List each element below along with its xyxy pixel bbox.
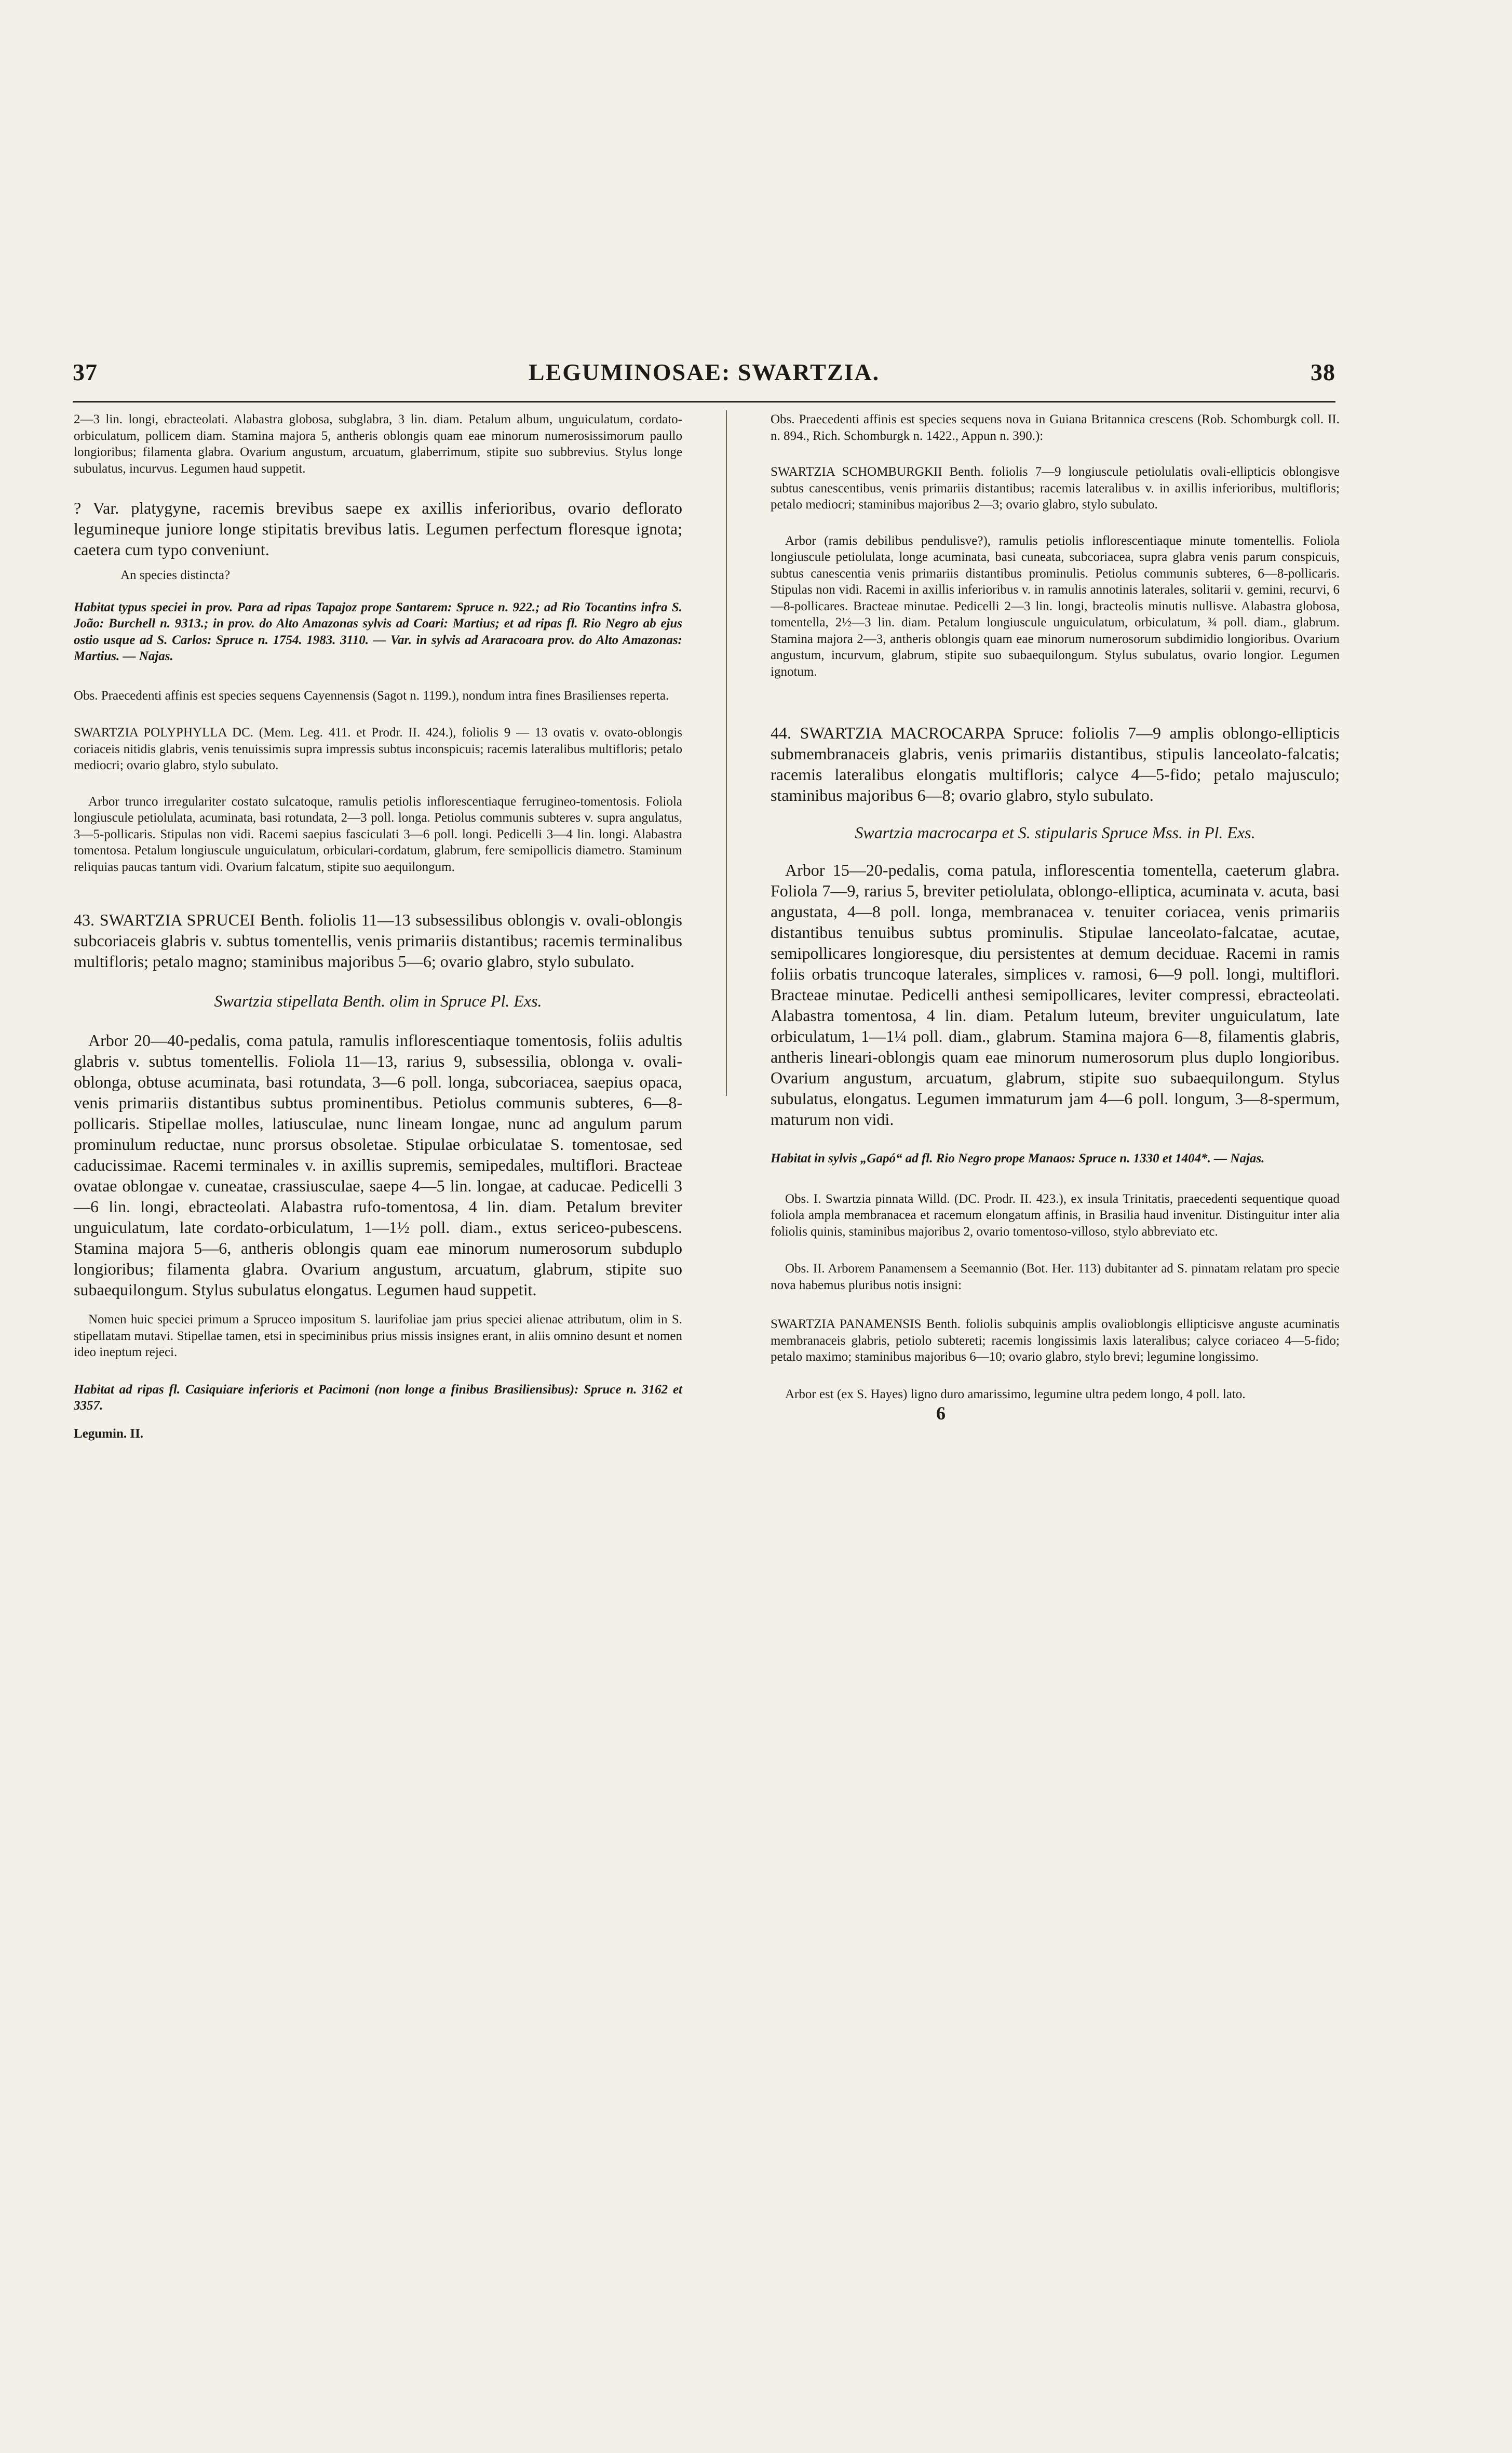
signature-number: 6 (936, 1403, 946, 1424)
habitat-paragraph: Habitat typus speciei in prov. Para ad ripas Tapajoz prope Santarem: Spruce n. 922.; ad Rio Tocantins infra S. João: Burchell n. 9313.; in prov. do Alto Amazonas sylvis ad Coari: Martius; et ad ripas fl. Rio Negro ab ejus ostio usque ad S. Carlos: Spruce n. 1754. 1983. 3110. — Var. in sylvis ad Araracoara prov. do Alto Amazonas: Martius. — Najas. (74, 600, 682, 663)
species-macrocarpa-diagnosis: 44. SWARTZIA MACROCARPA Spruce: foliolis 7—9 amplis oblongo-ellipticis submembranaceis glabris, venis primariis distantibus, stipulis lanceolato-falcatis; racemis lateralibus elongatis multifloris; calyce 4—5-fido; petalo majusculo; staminibus majoribus 6—8; ovario glabro, stylo subulato. (771, 723, 1340, 805)
distinct-species-question: An species distincta? (120, 568, 231, 582)
species-sprucei-description: Arbor 20—40-pedalis, coma patula, ramulis inflorescentiaque tomentosis, foliis adultis glabris v. subtus tomentellis. Foliola 11—13, rarius 9, subsessilia, oblonga v. ovali-oblonga, obtuse acuminata, basi rotundata, 3—6 poll. longa, subcoriacea, saepius opaca, venis primariis distantibus subtus prominentibus. Petiolus communis subteres, 6—8-pollicaris. Stipellae molles, latiusculae, nunc lineam longae, nunc ad angulum parum prominulum reductae, nunc prorsus obsoletae. Stipulae orbiculatae S. tomentosae, sed caducissimae. Racemi terminales v. in axillis supremis, semipedales, multiflori. Bracteae ovatae oblongae v. cuneatae, crassiusculae, saepe 4—5 lin. longae, at caducae. Pedicelli 3—6 lin. longi, ebracteolati. Alabastra rufo-tomentosa, 4 lin. diam. Petalum breviter unguiculatum, late cordato-orbiculatum, 1—1½ poll. diam., extus sericeo-pubescens. Stamina majora 5—6, antheris oblongis quam eae minorum numerosorum subduplo longioribus; filamenta glabra. Ovarium angustum, arcuatum, glabrum, stipite suo subaequilongum. Stylus subulatus elongatus. Legumen haud suppetit. (74, 1031, 682, 1299)
left-column (74, 411, 682, 1442)
running-header (73, 358, 1335, 395)
page-number-left: 37 (73, 359, 98, 385)
observation-two: Obs. II. Arborem Panamensem a Seemannio (Bot. Her. 113) dubitanter ad S. pinnatam relatam pro specie nova habemus pluribus notis insigni: (771, 1262, 1340, 1292)
panamensis-note: Arbor est (ex S. Hayes) ligno duro amarissimo, legumine ultra pedem longo, 4 poll. lato. (785, 1387, 1246, 1401)
species-schomburgkii-description: Arbor (ramis debilibus pendulisve?), ramulis petiolis inflorescentiaque minute tomentellis. Foliola longiuscule petiolulata, longe acuminata, basi cuneata, subcoriacea, supra glabra venis parum conspicuis, subtus canescentia venis primariis distantibus prominulis. Petiolus communis subteres, 6—8-pollicaris. Stipulas non vidi. Racemi in axillis inferioribus v. in ramulis annotinis laterales, solitarii v. gemini, recurvi, 6—8-pollicares. Bracteae minutae. Pedicelli 2—3 lin. longi, bracteolis minutis nullisve. Alabastra globosa, tomentella, 2½—3 lin. diam. Petalum longiuscule unguiculatum, orbiculatum, ¾ poll. diam., glabrum. Stamina majora 2—3, antheris oblongis quam eae minorum numerosorum subdimidio longioribus. Ovarium angustum, incurvum, glabrum, stipite suo subaequilongum. Stylus subulatus, ovario longior. Legumen ignotum. (771, 533, 1340, 679)
species-sprucei-diagnosis: 43. SWARTZIA SPRUCEI Benth. foliolis 11—13 subsessilibus oblongis v. ovali-oblongis subcoriaceis glabris v. subtus tomentellis, venis primariis distantibus; racemis terminalibus multifloris; petalo magno; staminibus majoribus 5—6; ovario glabro, stylo subulato. (74, 910, 682, 971)
species-schomburgkii-diagnosis: SWARTZIA SCHOMBURGKII Benth. foliolis 7—9 longiuscule petiolulatis ovali-ellipticis oblongisve subtus canescentibus, venis primariis distantibus; racemis lateralibus v. in axillis inferioribus, multifloris; petalo mediocri; staminibus majoribus 2—3; ovario glabro, stylo subulato. (771, 465, 1340, 512)
continued-description: 2—3 lin. longi, ebracteolati. Alabastra globosa, subglabra, 3 lin. diam. Petalum album, unguiculatum, cordato-orbiculatum, pollicem diam. Stamina majora 5, antheris oblongis quam eae minorum numerosissimorum paullo longioribus; filamenta glabra. Ovarium angustum, arcuatum, glaberrimum, stipite suo subbrevius. Stylus longe subulatus, incurvus. Legumen haud suppetit. (74, 412, 682, 476)
nomenclature-note: Nomen huic speciei primum a Spruceo impositum S. laurifoliae jam prius speciei alienae attributum, olim in S. stipellatam mutavi. Stipellae tamen, etsi in speciminibus prius missis insignes erant, in aliis omnino desunt et nomen ideo ineptum rejeci. (74, 1312, 682, 1359)
species-macrocarpa-description: Arbor 15—20-pedalis, coma patula, inflorescentia tomentella, caeterum glabra. Foliola 7—9, rarius 5, breviter petiolulata, oblongo-elliptica, acuminata v. acuta, basi angustata, 4—8 poll. longa, membranacea v. tenuiter coriacea, venis primariis distantibus tenuibus subtus prominulis. Stipulae lanceolato-falcatae, acutae, semipollicares longioresque, diu persistentes at demum deciduae. Racemi in ramis foliis orbatis truncoque laterales, simplices v. ramosi, 6—9 poll. longi, multiflori. Bracteae minutae. Pedicelli anthesi semipollicares, leviter compressi, ebracteolati. Alabastra tomentosa, 4 lin. diam. Petalum luteum, breviter unguiculatum, late orbiculatum, 1—1¼ poll. diam., glabrum. Stamina majora 6—8, filamentis glabris, antheris lineari-oblongis quam eae minorum numerosorum plus duplo longioribus. Ovarium angustum, arcuatum, glabrum, stipite suo subaequilongum. Stylus subulatus, elongatus. Legumen immaturum jam 4—6 poll. longum, 3—8-spermum, maturum non vidi. (771, 861, 1340, 1129)
signature-mark: Legumin. II. (74, 1426, 144, 1441)
synonym-line: Swartzia stipellata Benth. olim in Spruce Pl. Exs. (214, 991, 542, 1010)
column-divider (726, 410, 727, 1096)
habitat-macrocarpa: Habitat in sylvis „Gapó“ ad fl. Rio Negro prope Manaos: Spruce n. 1330 et 1404*. — Najas. (771, 1151, 1265, 1165)
species-panamensis-diagnosis: SWARTZIA PANAMENSIS Benth. foliolis subquinis amplis ovalioblongis ellipticisve anguste acuminatis membranaceis glabris, petiolo subtereti; racemis longissimis laxis lateralibus; calyce coriaceo 4—5-fido; petalo maximo; staminibus majoribus 6—10; ovario glabro, stylo brevi; legumine longissimo. (771, 1317, 1340, 1364)
observation-one: Obs. I. Swartzia pinnata Willd. (DC. Prodr. II. 423.), ex insula Trinitatis, praecedenti sequentique quoad foliola ampla membranacea et racemum elongatum affinis, in Brasilia haud invenitur. Distinguitur inter alia foliolis quinis, staminibus majoribus 2, ovario tomentoso-villoso, stylo abbreviato etc. (771, 1191, 1340, 1239)
species-polyphylla-diagnosis: SWARTZIA POLYPHYLLA DC. (Mem. Leg. 411. et Prodr. II. 424.), foliolis 9 — 13 ovatis v. ovato-oblongis coriaceis nitidis glabris, venis tenuissimis supra impressis subtus inconspicuis; racemis lateralibus multifloris; petalo mediocri; ovario glabro, stylo subulato. (74, 726, 682, 772)
observation-paragraph: Obs. Praecedenti affinis est species sequens Cayennensis (Sagot n. 1199.), nondum intra fines Brasilienses reperta. (74, 688, 669, 703)
habitat-sprucei: Habitat ad ripas fl. Casiquiare inferioris et Pacimoni (non longe a finibus Brasiliensibus): Spruce n. 3162 et 3357. (74, 1382, 682, 1413)
macrocarpa-synonym: Swartzia macrocarpa et S. stipularis Spruce Mss. in Pl. Exs. (855, 823, 1256, 842)
header-rule (73, 401, 1335, 403)
page-number-right: 38 (1311, 359, 1335, 385)
right-column (771, 411, 1340, 1443)
species-polyphylla-description: Arbor trunco irregulariter costato sulcatoque, ramulis petiolis inflorescentiaque ferrugineo-tomentosis. Foliola longiuscule petiolulata, acuminata, basi rotundata, 2—3 poll. longa. Petiolus communis subteres v. supra angulatus, 3—5-pollicaris. Stipulas non vidi. Racemi saepius fasciculati 3—6 poll. longi. Pedicelli 3—4 lin. longi. Alabastra tomentosa. Petalum longiuscule unguiculatum, orbiculari-cordatum, glabrum, fere semipollicis diametro. Staminum reliquias paucas tantum vidi. Ovarium falcatum, stipite suo aequilongum. (74, 794, 682, 874)
variety-platygyne: ? Var. platygyne, racemis brevibus saepe ex axillis inferioribus, ovario deflorato leguminеque juniore longe stipitatis brevibus latis. Legumen perfectum floresque ignota; caetera cum typo conveniunt. (74, 499, 682, 559)
page-title: LEGUMINOSAE: SWARTZIA. (528, 359, 880, 385)
observation-schomburgkii: Obs. Praecedenti affinis est species sequens nova in Guiana Britannica crescens (Rob. Schomburgk coll. II. n. 894., Rich. Schomburgk n. 1422., Appun n. 390.): (771, 412, 1340, 443)
